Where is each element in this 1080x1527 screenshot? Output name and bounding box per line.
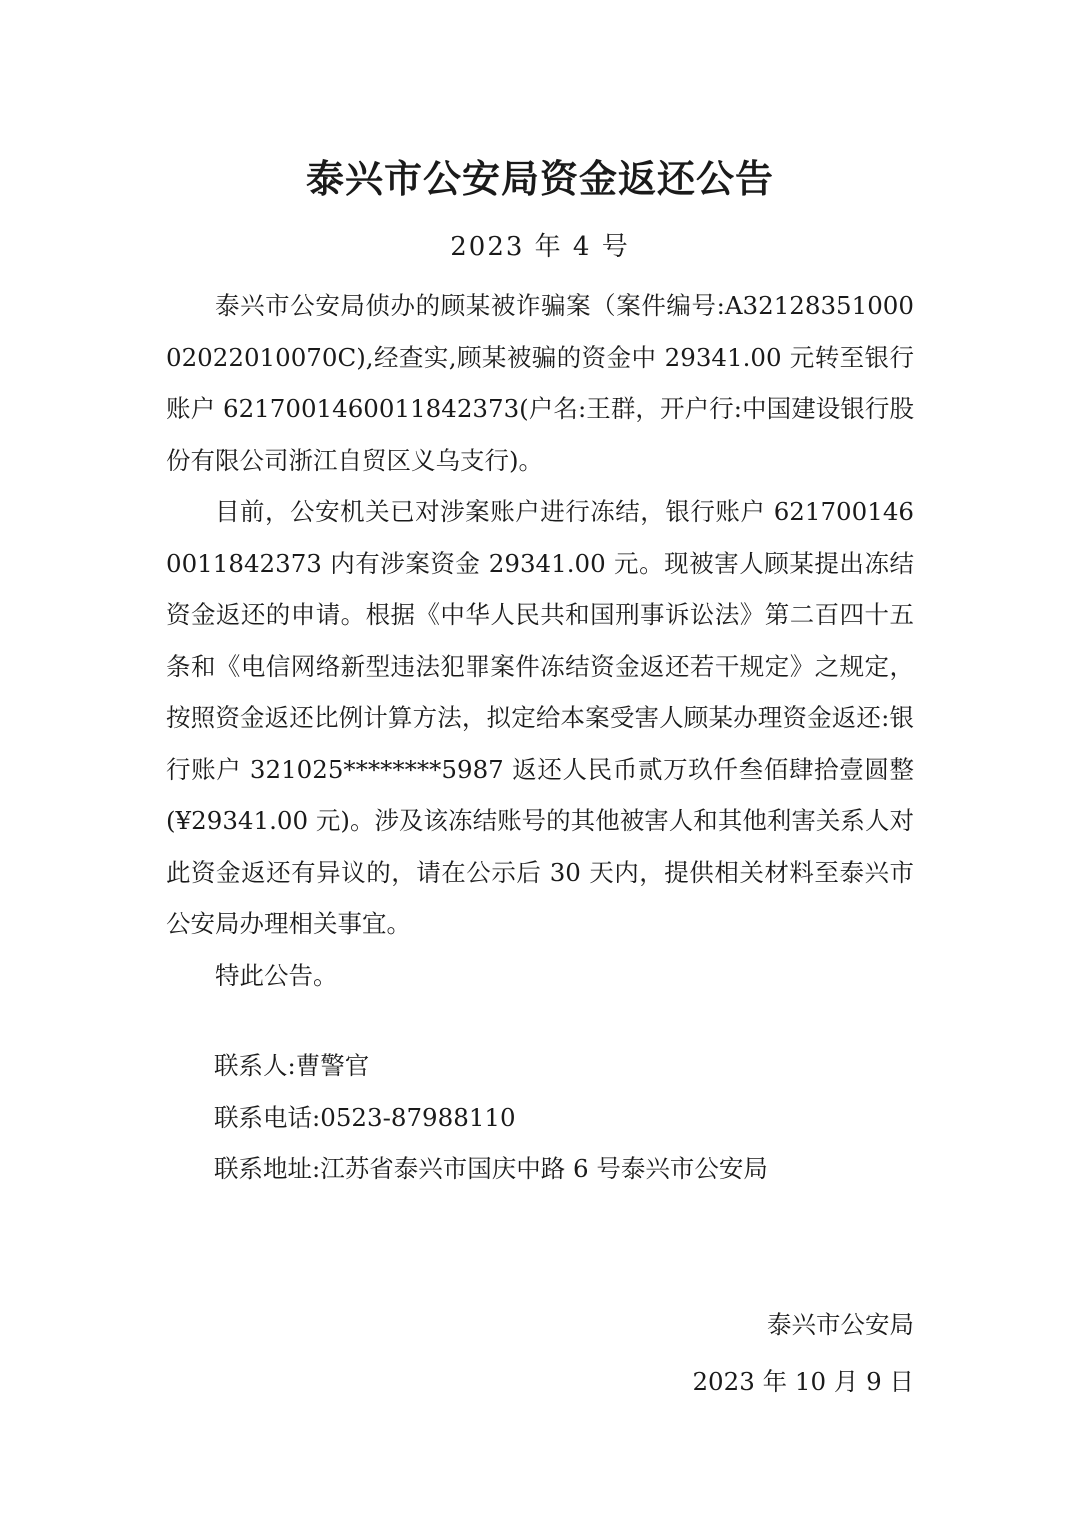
document-body: [166, 280, 914, 1001]
signature-block: [514, 1296, 914, 1410]
issue-date: 2023 年 10 月 9 日: [692, 1367, 914, 1396]
paragraph-case-details: 泰兴市公安局侦办的顾某被诈骗案（案件编号:A3212835100002022010070C),经查实,顾某被骗的资金中 29341.00 元转至银行账户 6217001460011842373(户名:王群，开户行:中国建设银行股份有限公司浙江自贸区义乌支行)。: [166, 291, 914, 475]
document-number: 2023 年 4 号: [450, 232, 630, 262]
issuer-name: 泰兴市公安局: [767, 1310, 914, 1339]
contact-block: [214, 1040, 914, 1195]
paragraph-refund-decision: 目前，公安机关已对涉案账户进行冻结，银行账户 6217001460011842373 内有涉案资金 29341.00 元。现被害人顾某提出冻结资金返还的申请。根据《中华人民共和国刑事诉讼法》第二百四十五条和《电信网络新型违法犯罪案件冻结资金返还若干规定》之规定，按照资金返还比例计算方法，拟定给本案受害人顾某办理资金返还:银行账户 321025********5987 返还人民币贰万玖仟叁佰肆拾壹圆整(¥29341.00 元)。涉及该冻结账号的其他被害人和其他利害关系人对此资金返还有异议的，请在公示后 30 天内，提供相关材料至泰兴市公安局办理相关事宜。: [166, 497, 914, 938]
contact-address: 联系地址:江苏省泰兴市国庆中路 6 号泰兴市公安局: [214, 1154, 768, 1183]
contact-person: 联系人:曹警官: [214, 1051, 370, 1080]
contact-phone: 联系电话:0523-87988110: [214, 1102, 516, 1132]
paragraph-closing: 特此公告。: [215, 960, 338, 990]
document-title: 泰兴市公安局资金返还公告: [305, 157, 774, 201]
